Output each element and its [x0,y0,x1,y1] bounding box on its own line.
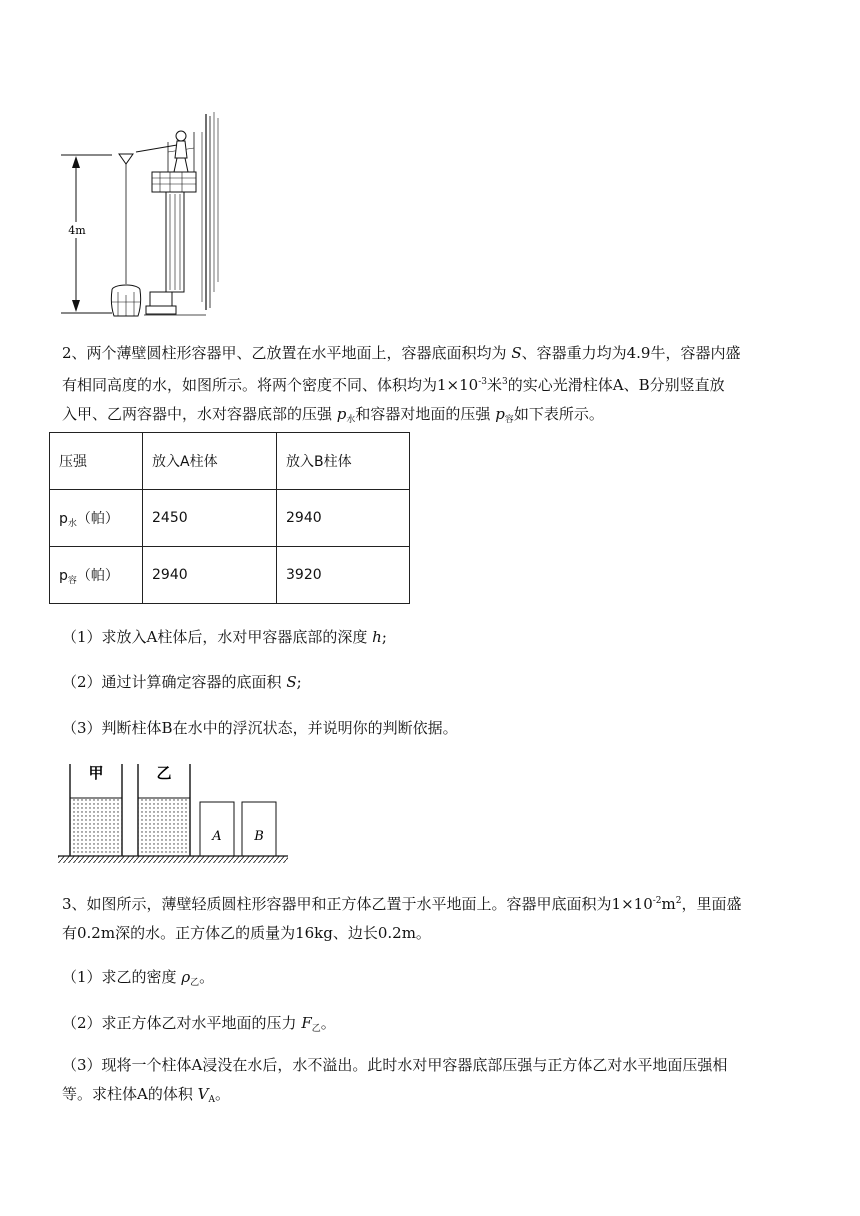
problem-3-question-3: （3）现将一个柱体A浸没在水后，水不溢出。此时水对甲容器底部压强与正方体乙对水平地面压强相 等。求柱体A的体积 $V_A$。 [62,1056,728,1105]
table-row [50,547,410,604]
problem-2-question-2: （2）通过计算确定容器的底面积 S; [62,673,302,691]
problem-3-statement: 3、如图所示，薄壁轻质圆柱形容器甲和正方体乙置于水平地面上。容器甲底面积为$1\times 10^{-2}m^2$，里面盛 有0.2m深的水。正方体乙的质量为16kg、边长0.2m。 [62,895,742,942]
table-header: 放入B柱体 [277,433,410,490]
problem-2-question-1: （1）求放入A柱体后，水对甲容器底部的深度 h; [62,628,387,646]
cylinder-b-label: B [254,829,264,844]
table-cell: 3920 [277,547,410,604]
table-cell: 2940 [277,490,410,547]
table-row-label: $p_容$（帕） [50,547,143,604]
pressure-table [49,432,410,604]
problem-2-statement: 2、两个薄壁圆柱形容器甲、乙放置在水平地面上，容器底面积均为 S、容器重力均为4.9牛，容器内盛 有相同高度的水，如图所示。将两个密度不同、体积均为$1\times 10^{-3}$米$^3$的实心光滑柱体A、B分别竖直放 入甲、乙两容器中，水对容器底部的压强 $p_水$和容器对地面的压强 $p_容$如下表所示。 [62,344,741,425]
table-header: 压强 [50,433,143,490]
table-header-row [50,433,410,490]
problem-2-question-3: （3）判断柱体B在水中的浮沉状态，并说明你的判断依据。 [62,719,458,737]
table-row-label: $p_水$（帕） [50,490,143,547]
container-yi-label: 乙 [156,764,172,782]
table-row [50,490,410,547]
problem-3-question-1: （1）求乙的密度 $\rho_乙$。 [62,968,215,988]
wall-height-figure [56,112,221,324]
table-cell: 2940 [143,547,277,604]
table-cell: 2450 [143,490,277,547]
cylinder-a-label: A [212,829,222,844]
containers-figure [56,758,296,870]
container-jia-label: 甲 [88,764,104,782]
table-header: 放入A柱体 [143,433,277,490]
height-label: 4m [68,224,86,237]
problem-3-question-2: （2）求正方体乙对水平地面的压力 $F_乙$。 [62,1014,336,1034]
